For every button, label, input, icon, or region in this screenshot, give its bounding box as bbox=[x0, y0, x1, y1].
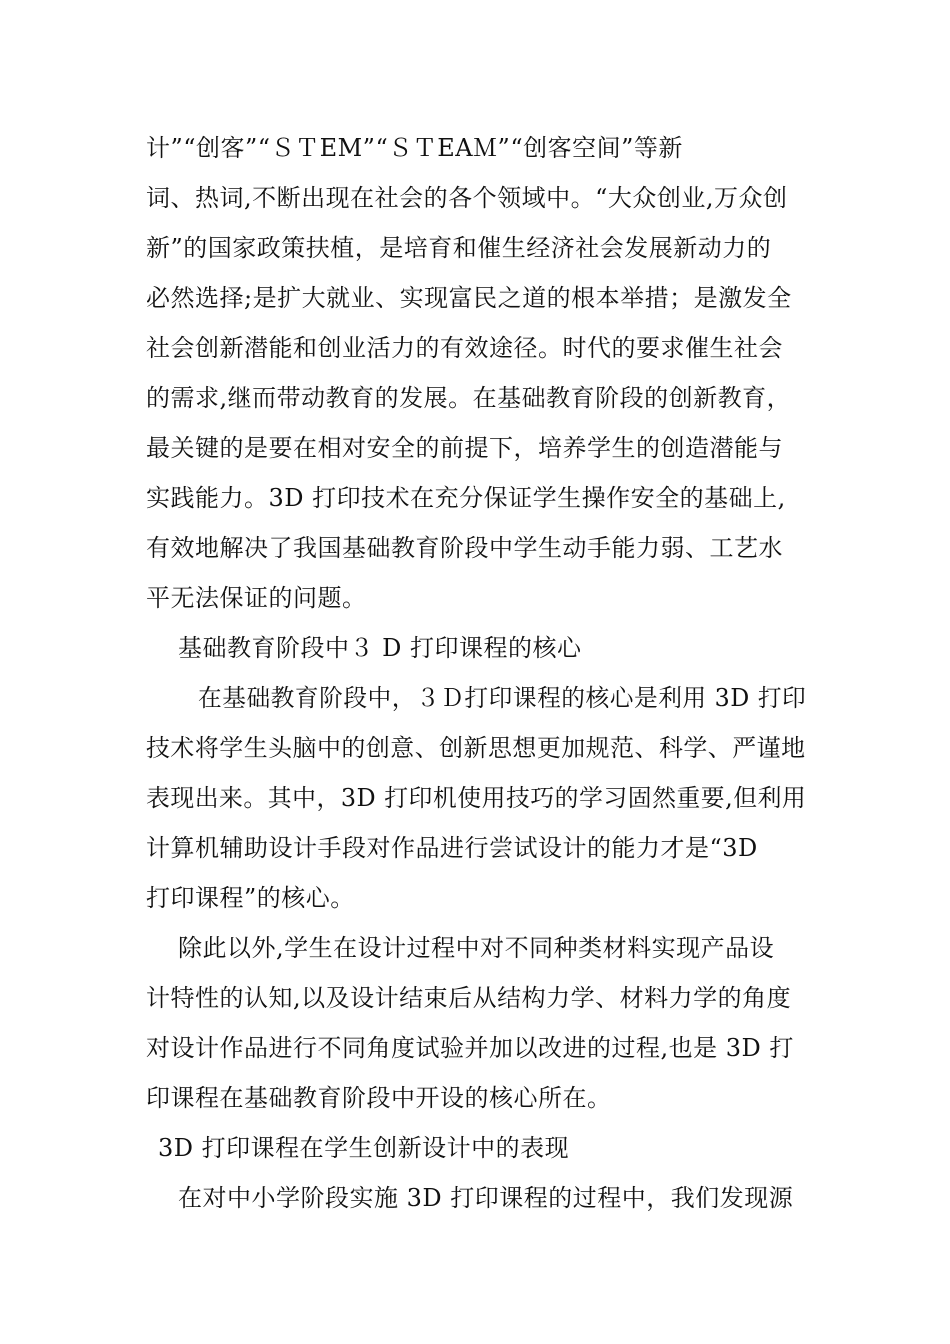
text-line: 表现出来。其中，3D 打印机使用技巧的学习固然重要,但利用 bbox=[146, 784, 807, 812]
text-line: 打印课程”的核心。 bbox=[146, 884, 355, 912]
section-heading: 基础教育阶段中３ D 打印课程的核心 bbox=[178, 634, 582, 662]
text-line: 技术将学生头脑中的创意、创新思想更加规范、科学、严谨地 bbox=[146, 734, 806, 762]
text-line: 在基础教育阶段中，３Ｄ打印课程的核心是利用 3D 打印 bbox=[198, 684, 807, 712]
text-line: 除此以外,学生在设计过程中对不同种类材料实现产品设 bbox=[178, 934, 775, 962]
text-line: 对设计作品进行不同角度试验并加以改进的过程,也是 3D 打 bbox=[146, 1034, 794, 1062]
text-line: 最关键的是要在相对安全的前提下，培养学生的创造潜能与 bbox=[146, 434, 783, 462]
text-line: 计”“创客”“ＳＴEM”“ＳＴEAＭ”“创客空间”等新 bbox=[146, 134, 683, 162]
text-line: 必然选择;是扩大就业、实现富民之道的根本举措；是激发全 bbox=[146, 284, 792, 312]
text-line: 在对中小学阶段实施 3D 打印课程的过程中，我们发现源 bbox=[178, 1184, 794, 1212]
text-line: 的需求,继而带动教育的发展。在基础教育阶段的创新教育， bbox=[146, 384, 792, 412]
section-heading: 3D 打印课程在学生创新设计中的表现 bbox=[158, 1134, 570, 1162]
text-line: 印课程在基础教育阶段中开设的核心所在。 bbox=[146, 1084, 612, 1112]
text-line: 新”的国家政策扶植，是培育和催生经济社会发展新动力的 bbox=[146, 234, 772, 262]
text-line: 计特性的认知,以及设计结束后从结构力学、材料力学的角度 bbox=[146, 984, 792, 1012]
text-line: 计算机辅助设计手段对作品进行尝试设计的能力才是“3D bbox=[146, 834, 758, 862]
text-line: 平无法保证的问题。 bbox=[146, 584, 367, 612]
text-line: 词、热词,不断出现在社会的各个领域中。“大众创业,万众创 bbox=[146, 184, 788, 212]
text-line: 实践能力。3D 打印技术在充分保证学生操作安全的基础上, bbox=[146, 484, 786, 512]
text-line: 有效地解决了我国基础教育阶段中学生动手能力弱、工艺水 bbox=[146, 534, 783, 562]
text-line: 社会创新潜能和创业活力的有效途径。时代的要求催生社会 bbox=[146, 334, 783, 362]
